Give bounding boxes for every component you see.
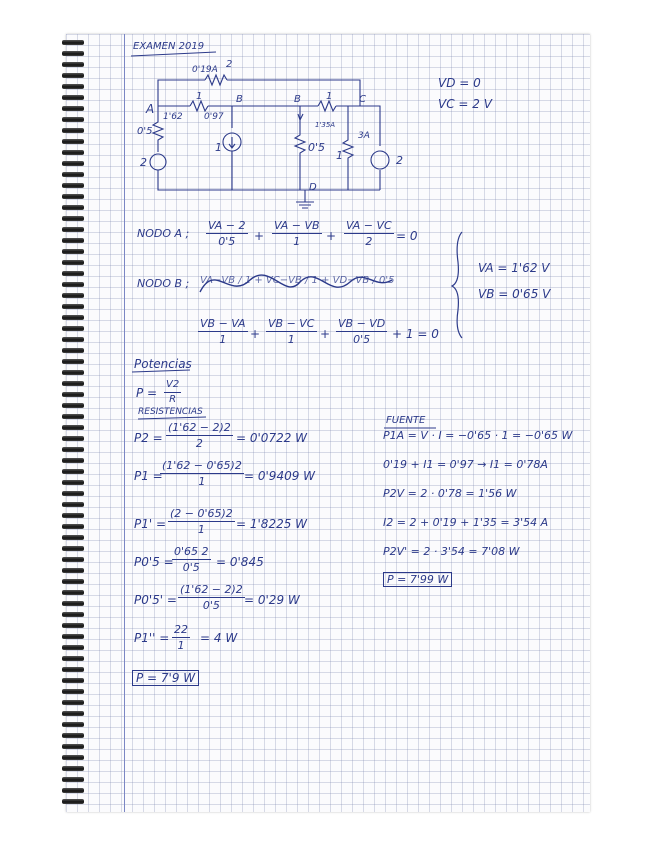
r-mid-value: 0'5 — [308, 141, 326, 154]
current-097: 0'97 — [204, 112, 224, 122]
r-left-value: 0'5 — [137, 126, 153, 137]
fuente-total: P = 7'99 W — [383, 572, 452, 587]
p05-fraction: $\frac{0'65 2}{0'5}$ — [174, 545, 209, 574]
plus-sign: + — [254, 229, 265, 243]
r-right-value: 1 — [336, 149, 343, 162]
p2-fraction: $\frac{(1'62 - 2)2}{2}$ — [168, 421, 231, 450]
p2-lhs: P2 = — [134, 431, 163, 445]
current-135: 1'35A — [315, 121, 336, 129]
src-right-value: 2 — [396, 154, 403, 167]
node-c-label: C — [359, 94, 366, 105]
formula-lhs: P = — [136, 386, 158, 400]
nodo-b-label: NODO B ; — [137, 277, 190, 290]
nodo-b-frac-2: $\frac{VB - VC}{1}$ — [268, 317, 315, 346]
result-vb: VB = 0'65 V — [478, 287, 551, 301]
plus-sign: + — [250, 327, 261, 341]
p1-lhs: P1 = — [134, 469, 163, 483]
potencias-total: P = 7'9 W — [132, 670, 199, 686]
top-resistor-value: 2 — [226, 59, 233, 70]
nodo-a-frac-3: $\frac{VA - VC}{2}$ — [346, 219, 392, 248]
src-left-value: 2 — [140, 156, 147, 169]
fuente-line-5: P2V' = 2 · 3'54 = 7'08 W — [383, 545, 520, 558]
p1c-fraction: $\frac{22}{1}$ — [174, 623, 188, 652]
potencias-heading: Potencias — [134, 357, 192, 371]
nodo-b-tail: + 1 = 0 — [392, 327, 439, 341]
p05-result: = 0'845 — [216, 555, 264, 569]
result-va: VA = 1'62 V — [478, 261, 550, 275]
node-d-label: D — [309, 182, 317, 193]
fuente-heading: FUENTE — [386, 415, 426, 426]
page-title: EXAMEN 2019 — [133, 41, 205, 52]
formula-fraction: $\frac{V2}{R}$ — [166, 379, 180, 405]
p2-result: = 0'0722 W — [236, 431, 308, 445]
p1-fraction: $\frac{(1'62 - 0'65)2}{1}$ — [162, 459, 242, 488]
r-ab-value: 1 — [196, 91, 203, 102]
p1b-lhs: P1' = — [134, 517, 167, 531]
given-vd: VD = 0 — [438, 76, 481, 90]
nodo-b-struck-out: VA−VB / 1 + VC−VB / 1 + VD−VB / 0'5 — [200, 275, 395, 286]
current-162: 1'62 — [163, 112, 183, 122]
fuente-line-4: I2 = 2 + 0'19 + 1'35 = 3'54 A — [383, 516, 549, 529]
node-b-label: B — [236, 94, 243, 105]
r-bc-value: 1 — [326, 91, 333, 102]
nodo-a-label: NODO A ; — [137, 227, 190, 240]
src-1-value: 1 — [215, 141, 222, 154]
p05b-fraction: $\frac{(1'62 - 2)2}{0'5}$ — [180, 583, 243, 612]
resistencias-label: RESISTENCIAS — [138, 407, 203, 417]
nodo-b-frac-3: $\frac{VB - VD}{0'5}$ — [338, 317, 386, 346]
p1b-fraction: $\frac{(2 - 0'65)2}{1}$ — [170, 507, 233, 536]
p05b-result: = 0'29 W — [244, 593, 300, 607]
given-vc: VC = 2 V — [438, 97, 492, 111]
top-current-label: 0'19A — [192, 65, 218, 75]
nodo-b-frac-1: $\frac{VB - VA}{1}$ — [200, 317, 246, 346]
node-b2-label: B — [294, 94, 301, 105]
current-3a: 3A — [358, 131, 370, 141]
nodo-a-frac-2: $\frac{VA - VB}{1}$ — [274, 219, 320, 248]
node-a-label: A — [146, 102, 155, 116]
p1-result: = 0'9409 W — [244, 469, 316, 483]
p1c-result: = 4 W — [200, 631, 238, 645]
fuente-line-1: P1A = V · I = −0'65 · 1 = −0'65 W — [383, 429, 573, 442]
fuente-line-3: P2V = 2 · 0'78 = 1'56 W — [383, 487, 517, 500]
nodo-a-frac-1: $\frac{VA - 2}{0'5}$ — [208, 219, 246, 248]
p1b-result: = 1'8225 W — [236, 517, 308, 531]
nodo-a-equals: = 0 — [396, 229, 418, 243]
p05-lhs: P0'5 = — [134, 555, 174, 569]
p05b-lhs: P0'5' = — [134, 593, 177, 607]
plus-sign: + — [326, 229, 337, 243]
fuente-line-2: 0'19 + I1 = 0'97 → I1 = 0'78A — [383, 458, 548, 471]
p1c-lhs: P1'' = — [134, 631, 170, 645]
plus-sign: + — [320, 327, 331, 341]
